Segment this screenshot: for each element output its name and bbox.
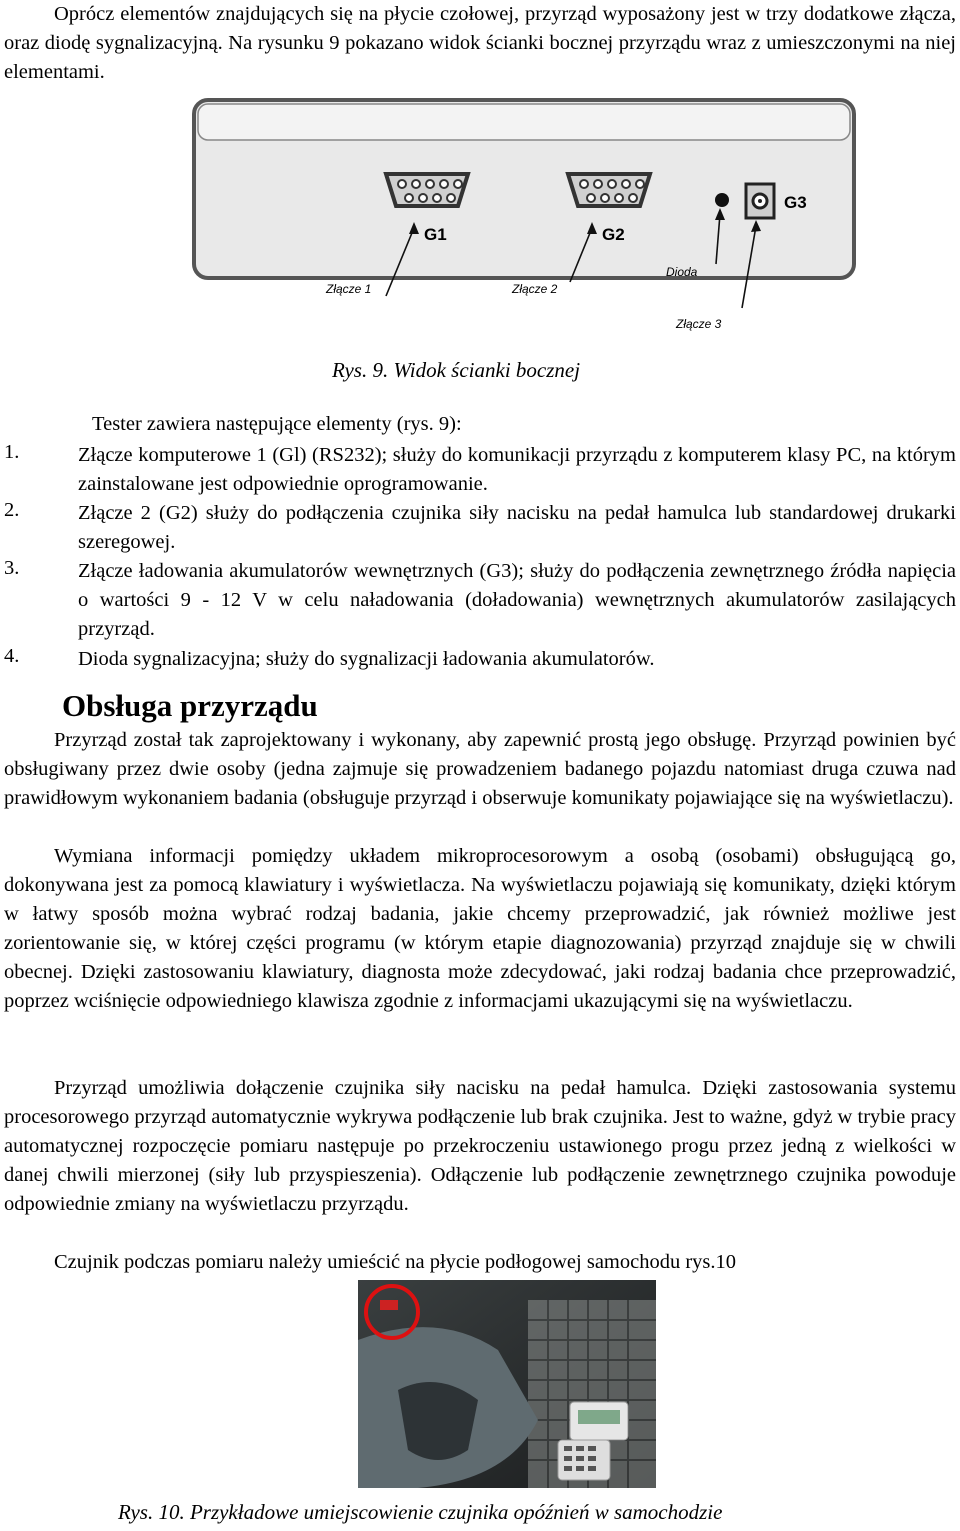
list-item: Złącze ładowania akumulatorów wewnętrznych (G3); służy do podłączenia zewnętrznego źródła napięcia o wartości 9 - 12 V w celu naładowania (doładowania) wewnętrznych akumulatorów zasilających przyrząd.	[78, 560, 956, 640]
list-number: 3.	[4, 557, 20, 579]
section-title: Obsługa przyrządu	[62, 688, 318, 723]
figure-10-caption: Rys. 10. Przykładowe umiejscowienie czujnika opóźnień w samochodzie	[118, 1500, 723, 1524]
section-paragraph: Przyrząd umożliwia dołączenie czujnika siły nacisku na pedał hamulca. Dzięki zastosowania systemu procesorowego przyrząd automatycznie wykrywa podłączenie lub brak czujnika. Jest to ważne, gdyż w trybie pracy automatycznej rozpoczęcie pomiaru następuje po przekroczeniu ustawionego progu przez jedną z wielkości w danej chwili mierzonej (siły lub przyspieszenia). Odłączenie lub podłączenie zewnętrznego czujnika powoduje odpowiednie zmiany na wyświetlaczu przyrządu.	[4, 1077, 956, 1215]
label-g2: G2	[602, 225, 625, 244]
figure-9-caption: Rys. 9. Widok ścianki bocznej	[332, 358, 581, 382]
list-number: 1.	[4, 441, 20, 463]
list-number: 4.	[4, 645, 20, 667]
label-zlacze-3: Złącze 3	[676, 317, 722, 331]
label-g3: G3	[784, 193, 807, 212]
list-number: 2.	[4, 499, 20, 521]
list-item: Dioda sygnalizacyjna; służy do sygnalizacji ładowania akumulatorów.	[78, 648, 655, 670]
connector-g3-icon	[746, 184, 774, 218]
section-paragraph: Przyrząd został tak zaprojektowany i wykonany, aby zapewnić prostą jego obsługę. Przyrząd powinien być obsługiwany przez dwie osoby (jedna zajmuje się prowadzeniem badanego pojazdu natomiast druga czuwa nad prawidłowym wykonaniem badania (obsługuje przyrząd i obserwuje komunikaty pojawiające się na wyświetlaczu).	[4, 729, 956, 809]
label-zlacze-2: Złącze 2	[512, 282, 558, 296]
label-g1: G1	[424, 225, 447, 244]
panel-top-edge	[198, 104, 850, 140]
section-paragraph: Czujnik podczas pomiaru należy umieścić na płycie podłogowej samochodu rys.10	[54, 1251, 737, 1273]
list-item: Złącze komputerowe 1 (Gl) (RS232); służy do komunikacji przyrządu z komputerem klasy PC, na którym zainstalowane jest odpowiednie oprogramowanie.	[78, 444, 956, 495]
side-panel-figure	[190, 96, 870, 336]
label-zlacze-1: Złącze 1	[326, 282, 372, 296]
connector-g2-icon	[568, 174, 650, 206]
list-item: Złącze 2 (G2) służy do podłączenia czujnika siły nacisku na pedał hamulca lub standardowej drukarki szeregowej.	[78, 502, 956, 553]
car-interior-photo	[358, 1280, 656, 1488]
led-icon	[715, 193, 729, 207]
label-dioda: Dioda	[666, 265, 698, 279]
intro-paragraph: Oprócz elementów znajdujących się na płycie czołowej, przyrząd wyposażony jest w trzy dodatkowe złącza, oraz diodę sygnalizacyjną. Na rysunku 9 pokazano widok ścianki bocznej przyrządu wraz z umieszczonymi na niej elementami.	[4, 3, 956, 83]
section-paragraph: Wymiana informacji pomiędzy układem mikroprocesorowym a osobą (osobami) obsługującą go, dokonywana jest za pomocą klawiatury i wyświetlacza. Na wyświetlaczu pojawiają się komunikaty, dzięki którym w łatwy sposób można wybrać rodzaj badania, jakie chcemy przeprowadzić, jak również możliwe jest zorientowanie się, w której części programu (w którym etapie diagnozowania) przyrząd znajduje się w chwili obecnej. Dzięki zastosowaniu klawiatury, diagnosta może zdecydować, jaki rodzaj badania chce przeprowadzić, poprzez wciśnięcie odpowiedniego klawisza zgodnie z informacjami ukazującymi się na wyświetlaczu.	[4, 845, 956, 1012]
elements-intro: Tester zawiera następujące elementy (rys. 9):	[92, 413, 462, 435]
connector-g1-icon	[386, 174, 468, 206]
